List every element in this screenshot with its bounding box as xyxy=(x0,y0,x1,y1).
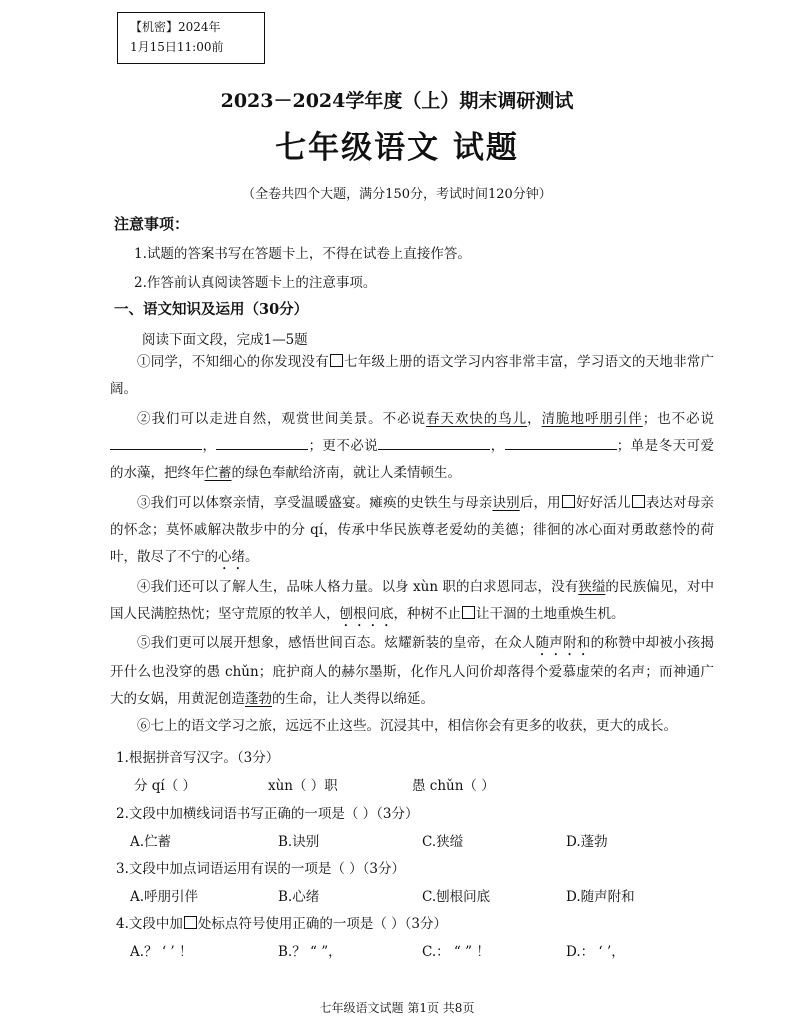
question-2: 2.文段中加横线词语书写正确的一项是（ ）（3分） xyxy=(116,806,419,822)
question-3-option-c[interactable]: C.刨根问底 xyxy=(422,889,491,905)
question-2-option-d[interactable]: D.蓬勃 xyxy=(566,834,608,850)
passage-paragraph-4: ④我们还可以了解人生，品味人格力量。以身 xùn 职的白求恩同志，没有狭缢的民族偏见，对中国人民满腔热忱；坚守荒原的牧羊人，刨根问底，种树不止 让干涸的土地重焕生机。 xyxy=(110,579,715,622)
dotted-term: 随声附和 xyxy=(535,635,591,651)
question-4-option-b[interactable]: B.？ “ ”， xyxy=(278,944,342,960)
dotted-term: 刨根问底 xyxy=(339,606,394,622)
question-1-item-a: 分 qí（ ） xyxy=(134,778,197,794)
section-1-title: 一、语文知识及运用（30分） xyxy=(114,301,309,318)
exam-subtitle: （全卷共四个大题，满分150分，考试时间120分钟） xyxy=(242,187,552,202)
passage-paragraph-5: ⑤我们更可以展开想象，感悟世间百态。炫耀新装的皇帝，在众人随声附和的称赞中却被小孩揭开什么也没穿的愚 chǔn；庇护商人的赫尔墨斯，化作凡人问价却落得个爱慕虚荣的名声；而神通广大的女娲，用黄泥创造蓬勃的生命，让人类得以绵延。 xyxy=(110,635,715,707)
punctuation-box xyxy=(184,916,197,929)
fill-blank[interactable] xyxy=(216,435,308,450)
question-3-option-a[interactable]: A.呼朋引伴 xyxy=(130,889,199,905)
passage-paragraph-6: ⑥七上的语文学习之旅，远远不止这些。沉浸其中，相信你会有更多的收获，更大的成长。 xyxy=(137,718,677,734)
question-4-option-d[interactable]: D.： ‘ ’， xyxy=(566,944,625,960)
fill-blank[interactable] xyxy=(378,435,490,450)
underlined-term: 春天欢快的鸟儿 xyxy=(425,411,528,427)
underlined-term: 诀别 xyxy=(492,495,520,511)
fill-blank[interactable] xyxy=(110,435,202,450)
stamp-line-1: 【机密】2024年 xyxy=(130,20,221,34)
underlined-term: 狭缢 xyxy=(578,579,606,595)
underlined-term: 蓬勃 xyxy=(245,691,272,707)
underlined-term: 清脆地呼朋引伴 xyxy=(541,411,643,427)
stamp-line-2: 1月15日11:00前 xyxy=(130,40,224,54)
section-1-instruction: 阅读下面文段，完成1—5题 xyxy=(142,332,308,348)
question-2-option-c[interactable]: C.狭缢 xyxy=(422,834,464,850)
exam-subject: 七年级语文 试题 xyxy=(275,130,519,166)
note-item-2: 2.作答前认真阅读答题卡上的注意事项。 xyxy=(134,275,377,291)
underlined-term: 伫蓄 xyxy=(204,465,232,481)
question-1-item-c: 愚 chǔn（ ） xyxy=(412,778,495,794)
punctuation-box xyxy=(562,495,575,508)
notes-title: 注意事项： xyxy=(114,215,190,233)
punctuation-box xyxy=(632,495,645,508)
page-footer: 七年级语文试题 第1页 共8页 xyxy=(319,1001,475,1015)
question-2-option-a[interactable]: A.伫蓄 xyxy=(130,834,172,850)
confidential-stamp xyxy=(117,12,265,64)
fill-blank[interactable] xyxy=(505,435,617,450)
passage-paragraph-3: ③我们可以体察亲情，享受温暖盛宴。瘫痪的史铁生与母亲诀别后，用 好好活儿 表达对母亲的怀念；莫怀戚解决散步中的分 qí，传承中华民族尊老爱幼的美德；徘徊的冰心面对勇敢慈怜的荷叶，散尽了不宁的心绪。 xyxy=(110,495,715,565)
question-1-item-b: xùn（ ）职 xyxy=(268,778,338,794)
punctuation-box xyxy=(330,354,343,367)
question-4: 4.文段中加 处标点符号使用正确的一项是（ ）（3分） xyxy=(116,916,448,932)
question-3-option-d[interactable]: D.随声附和 xyxy=(566,889,635,905)
question-4-option-c[interactable]: C.： “ ” ！ xyxy=(422,944,490,960)
exam-title: 2023－2024学年度（上）期末调研测试 xyxy=(220,90,574,112)
question-1: 1.根据拼音写汉字。（3分） xyxy=(116,750,280,766)
question-3-option-b[interactable]: B.心绪 xyxy=(278,889,320,905)
passage-paragraph-1: ①同学，不知细心的你发现没有 七年级上册的语文学习内容非常丰富，学习语文的天地非常广阔。 xyxy=(110,354,715,397)
note-item-1: 1.试题的答案书写在答题卡上，不得在试卷上直接作答。 xyxy=(134,246,471,262)
question-2-option-b[interactable]: B.诀别 xyxy=(278,834,320,850)
punctuation-box xyxy=(462,606,475,619)
question-4-option-a[interactable]: A.？ ‘ ’ ！ xyxy=(130,944,193,960)
question-3: 3.文段中加点词语运用有误的一项是（ ）（3分） xyxy=(116,861,406,877)
dotted-term: 心绪 xyxy=(218,549,245,565)
passage-paragraph-2: ②我们可以走进自然，观赏世间美景。不必说春天欢快的鸟儿，清脆地呼朋引伴；也不必说， ；更不必说 ， ；单是冬天可爱的水藻，把终年伫蓄的绿色奉献给济南，就让人柔情顿生。 xyxy=(110,411,715,481)
